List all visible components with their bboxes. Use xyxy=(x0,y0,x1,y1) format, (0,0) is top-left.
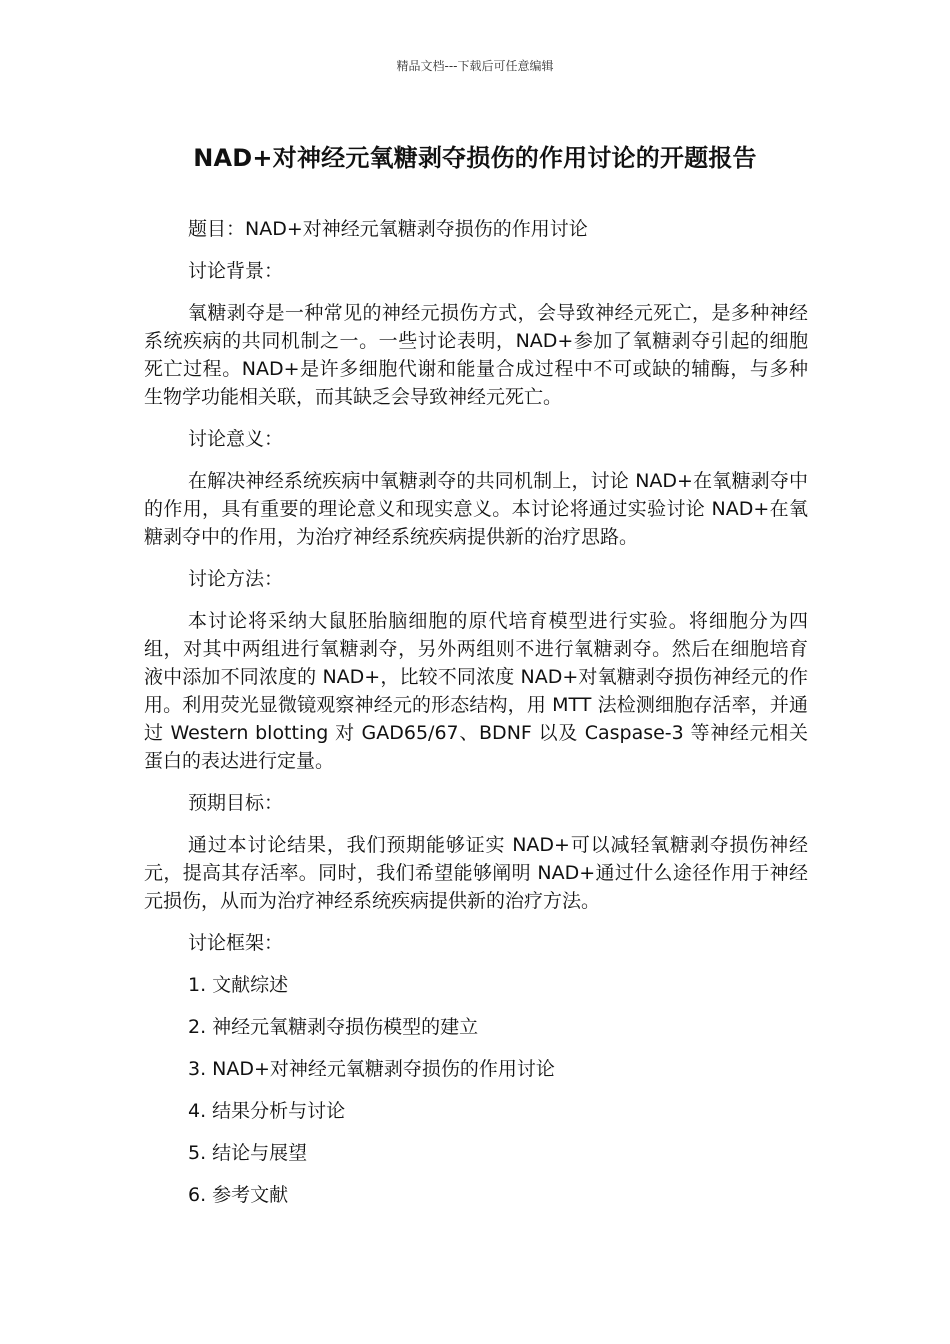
significance-paragraph: 在解决神经系统疾病中氧糖剥夺的共同机制上，讨论 NAD+在氧糖剥夺中的作用，具有重要的理论意义和现实意义。本讨论将通过实验讨论 NAD+在氧糖剥夺中的作用，为治疗神经系统疾病提供新的治疗思路。 xyxy=(144,470,808,548)
methods-paragraph: 本讨论将采纳大鼠胚胎脑细胞的原代培育模型进行实验。将细胞分为四组，对其中两组进行氧糖剥夺，另外两组则不进行氧糖剥夺。然后在细胞培育液中添加不同浓度的 NAD+，比较不同浓度 NAD+对氧糖剥夺损伤神经元的作用。利用荧光显微镜观察神经元的形态结构，用 MTT 法检测细胞存活率，并通过 Western blotting 对 GAD65/67、BDNF 以及 Caspase-3 等神经元相关蛋白的表达进行定量。 xyxy=(144,610,808,772)
document-body xyxy=(144,215,808,1223)
framework-item: 4. 结果分析与讨论 xyxy=(188,1100,346,1122)
background-heading: 讨论背景： xyxy=(188,260,284,282)
header-note: 精品文档---下载后可任意编辑 xyxy=(396,59,554,73)
goals-heading: 预期目标： xyxy=(188,792,284,814)
document-title: NAD+对神经元氧糖剥夺损伤的作用讨论的开题报告 xyxy=(193,144,757,172)
methods-heading: 讨论方法： xyxy=(188,568,284,590)
framework-item: 2. 神经元氧糖剥夺损伤模型的建立 xyxy=(188,1016,479,1038)
framework-item: 3. NAD+对神经元氧糖剥夺损伤的作用讨论 xyxy=(188,1058,555,1080)
framework-item: 6. 参考文献 xyxy=(188,1184,289,1206)
framework-heading: 讨论框架： xyxy=(188,932,284,954)
framework-item: 5. 结论与展望 xyxy=(188,1142,308,1164)
framework-item: 1. 文献综述 xyxy=(188,974,289,996)
topic-line: 题目：NAD+对神经元氧糖剥夺损伤的作用讨论 xyxy=(188,218,588,240)
significance-heading: 讨论意义： xyxy=(188,428,284,450)
goals-paragraph: 通过本讨论结果，我们预期能够证实 NAD+可以减轻氧糖剥夺损伤神经元，提高其存活率。同时，我们希望能够阐明 NAD+通过什么途径作用于神经元损伤，从而为治疗神经系统疾病提供新的治疗方法。 xyxy=(144,834,808,912)
background-paragraph: 氧糖剥夺是一种常见的神经元损伤方式，会导致神经元死亡，是多种神经系统疾病的共同机制之一。一些讨论表明，NAD+参加了氧糖剥夺引起的细胞死亡过程。NAD+是许多细胞代谢和能量合成过程中不可或缺的辅酶，与多种生物学功能相关联，而其缺乏会导致神经元死亡。 xyxy=(144,302,808,408)
